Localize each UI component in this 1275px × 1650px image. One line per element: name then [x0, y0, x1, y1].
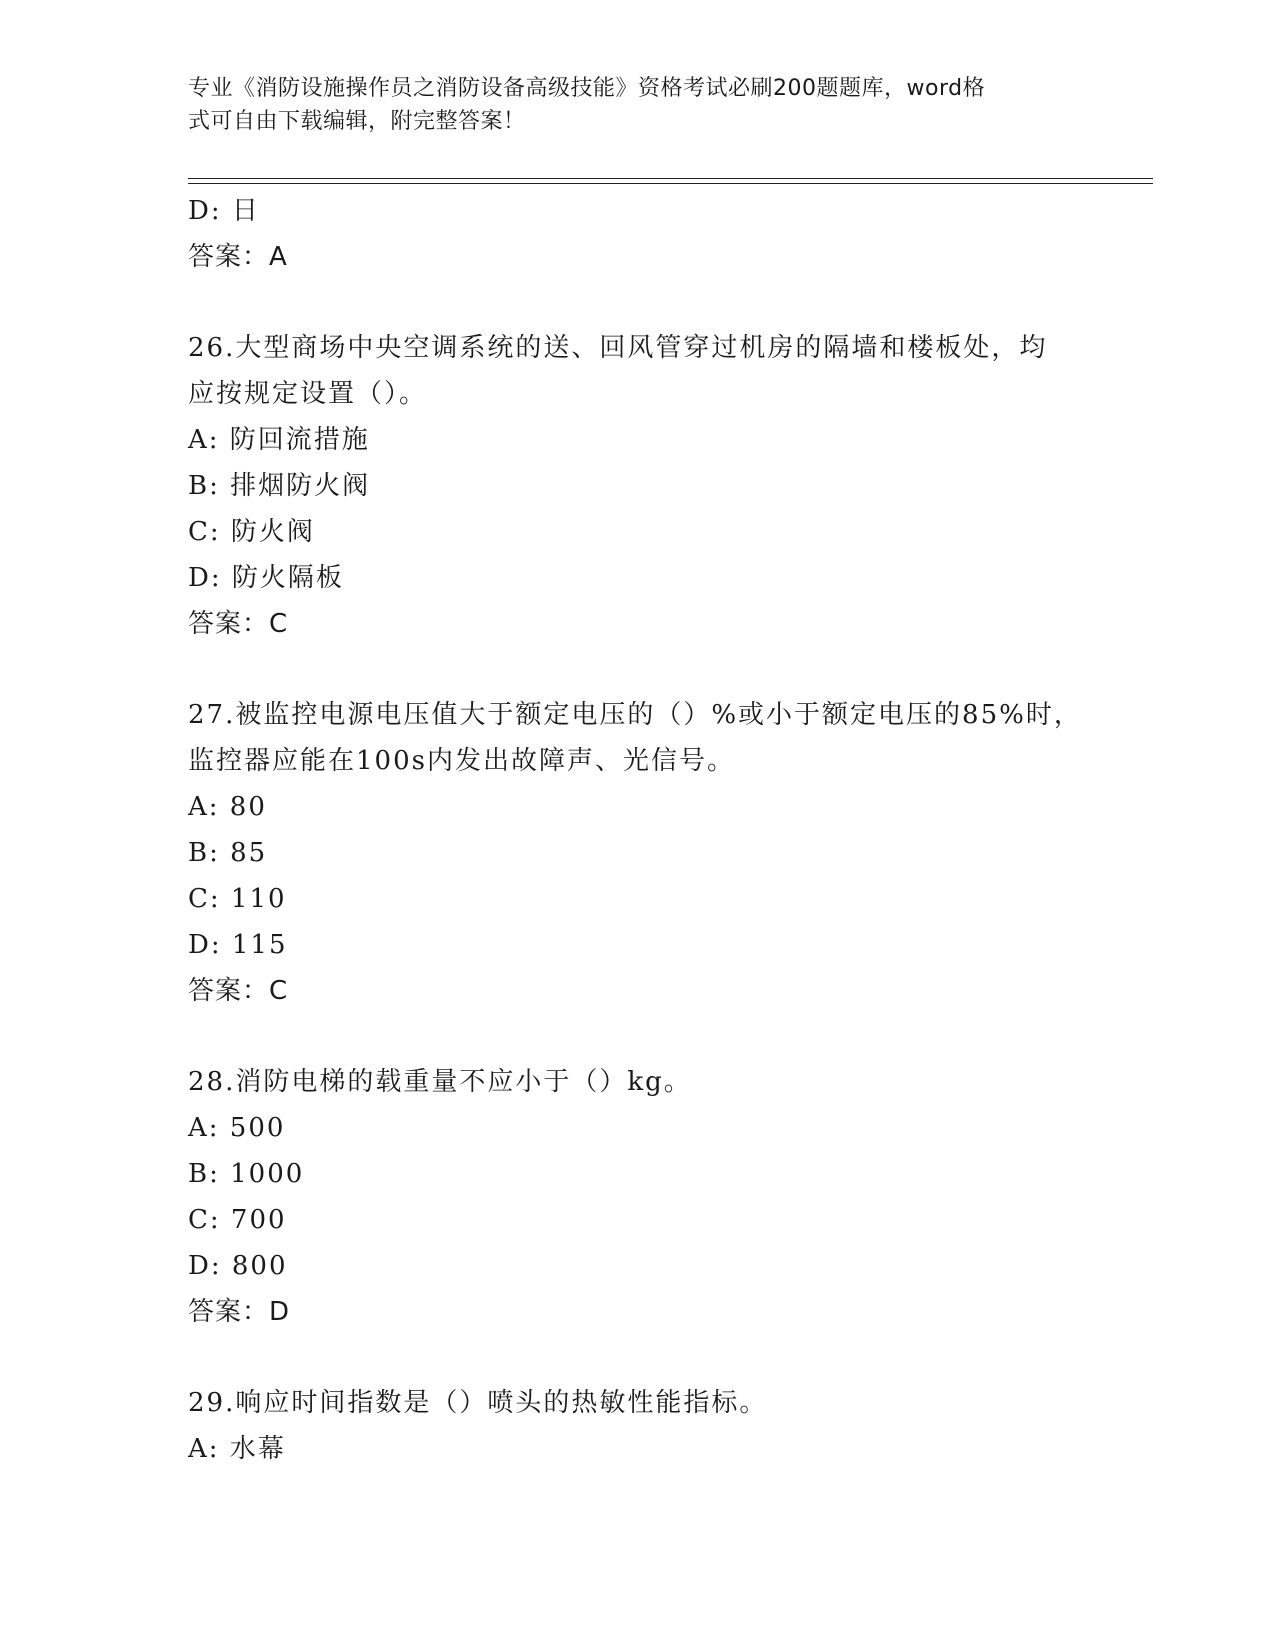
- option-b: B: 1000: [188, 1159, 305, 1189]
- answer: 答案：D: [188, 1297, 291, 1327]
- question-stem-cont: 应按规定设置（）。: [188, 379, 428, 409]
- answer: 答案：C: [188, 976, 289, 1006]
- option-d: D: 防火隔板: [188, 563, 344, 593]
- option-a: A: 水幕: [188, 1434, 286, 1464]
- question-stem: 26.大型商场中央空调系统的送、回风管穿过机房的隔墙和楼板处，均: [188, 333, 1048, 363]
- header-rule-bottom: [188, 183, 1153, 184]
- option-d: D: 日: [188, 196, 260, 226]
- option-a: A: 80: [188, 792, 267, 822]
- question-stem: 28.消防电梯的载重量不应小于（）kg。: [188, 1067, 692, 1097]
- question-list: [188, 188, 1088, 1472]
- option-d: D: 115: [188, 930, 288, 960]
- option-a: A: 防回流措施: [188, 425, 370, 455]
- option-c: C: 防火阀: [188, 517, 315, 547]
- question-28: [188, 1059, 1088, 1335]
- answer: 答案：A: [188, 242, 288, 272]
- question-stem-cont: 监控器应能在100s内发出故障声、光信号。: [188, 746, 735, 776]
- question-stem: 27.被监控电源电压值大于额定电压的（）%或小于额定电压的85%时，: [188, 700, 1082, 730]
- question-25-tail: [188, 188, 1088, 280]
- option-d: D: 800: [188, 1251, 288, 1281]
- header-rule-top: [188, 178, 1153, 179]
- answer: 答案：C: [188, 609, 289, 639]
- option-c: C: 110: [188, 884, 287, 914]
- option-b: B: 排烟防火阀: [188, 471, 371, 501]
- header-line-2: 式可自由下载编辑，附完整答案！: [188, 109, 526, 134]
- question-29: [188, 1380, 1088, 1472]
- header-line-1: 专业《消防设施操作员之消防设备高级技能》资格考试必刷200题题库，word格: [188, 76, 986, 101]
- option-c: C: 700: [188, 1205, 287, 1235]
- question-27: [188, 692, 1088, 1014]
- document-header: [188, 72, 1068, 138]
- question-stem: 29.响应时间指数是（）喷头的热敏性能指标。: [188, 1388, 768, 1418]
- option-b: B: 85: [188, 838, 268, 868]
- question-26: [188, 325, 1088, 647]
- option-a: A: 500: [188, 1113, 286, 1143]
